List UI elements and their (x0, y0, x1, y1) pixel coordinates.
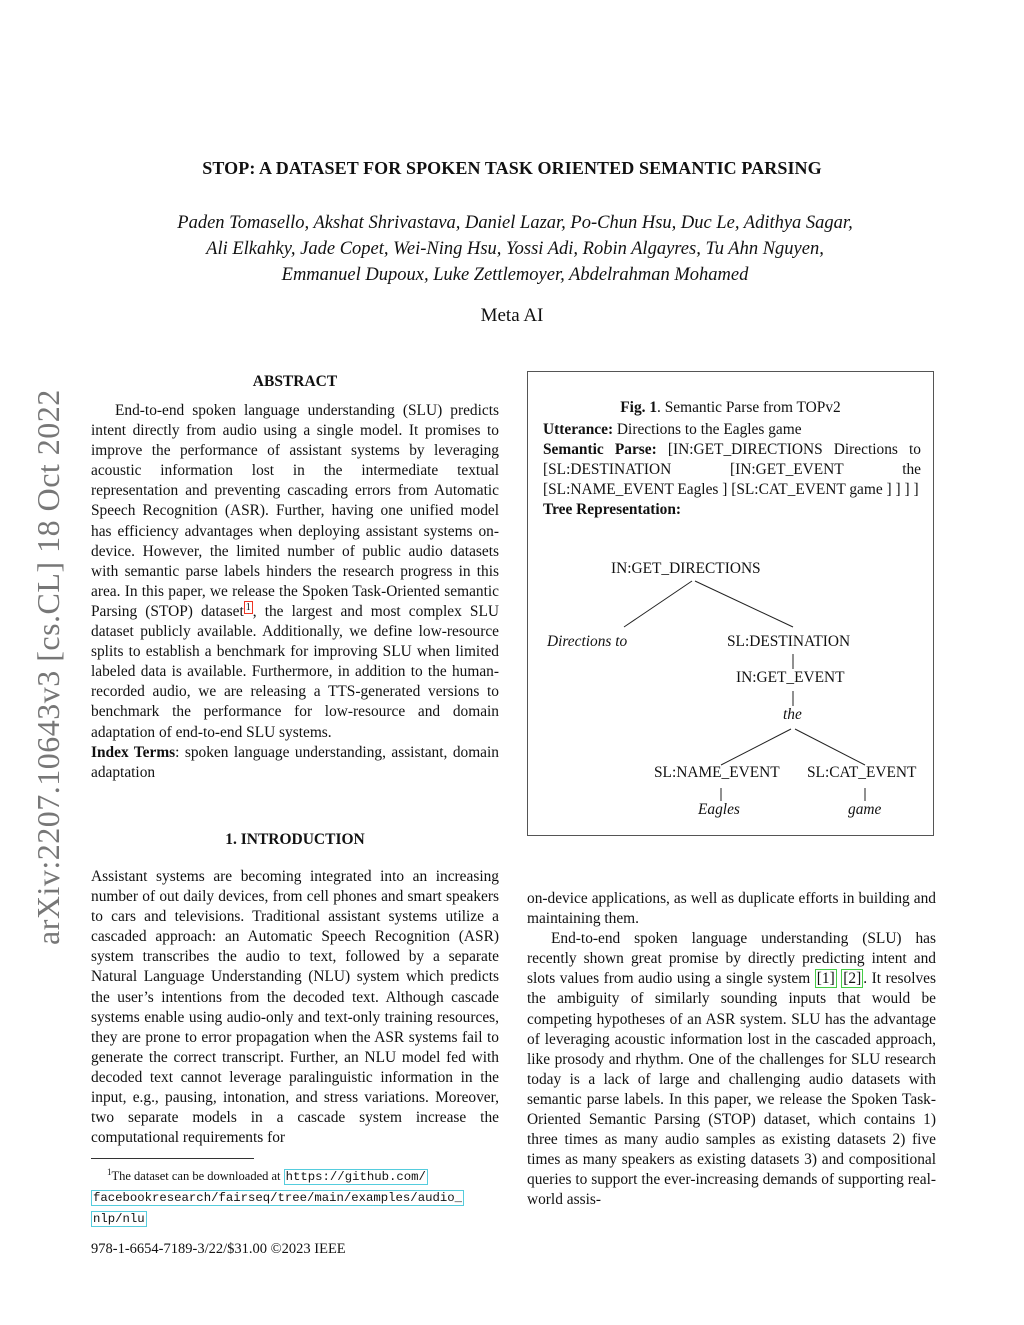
footnote-rule (91, 1158, 254, 1159)
footnote-text: The dataset can be downloaded at (111, 1169, 284, 1184)
abstract-text: End-to-end spoken language understanding (SLU) predicts intent directly from audio using a single model. It promises to improve the performance of assistant systems by leveraging acoustic information lost in the intermediate textual representation and preventing cascading errors from Automatic Speech Recognition (ASR). Further, having one unified model has efficiency advantages when deploying assistant systems on-device. However, the limited number of public audio datasets with semantic parse labels hinders the research progress in this area. In this paper, we release the Spoken Task-Oriented semantic Parsing (STOP) dataset (91, 402, 499, 620)
affiliation: Meta AI (480, 305, 544, 326)
figure-caption-text: . Semantic Parse from TOPv2 (657, 399, 841, 416)
intro-paragraph-2-a: End-to-end spoken language understanding (SLU) has recently shown great promise by directly predicting intent and slots values from audio using a single system (527, 930, 936, 988)
footnote-url-2[interactable]: facebookresearch/fairseq/tree/main/examples/audio_ (93, 1191, 462, 1206)
index-terms: : spoken language understanding, assistant, domain adaptation (91, 743, 499, 781)
footnote-url-3[interactable]: nlp/nlu (93, 1212, 145, 1227)
citation-1[interactable]: [1] (816, 970, 835, 988)
intro-paragraph-1: Assistant systems are becoming integrated into an increasing number of out daily devices, from cell phones and smart speakers to cars and televisions. Traditional assistant systems utilize a cascaded approach: an Automatic Speech Recognition (ASR) system transcribes the audio to text, followed by a separate Natural Language Understanding (NLU) system which predicts the user’s intentions from the decoded text. Although cascade systems enable using audio-only and text-only training resources, they are prone to error propagation when the ASR systems fail to generate the correct transcript. Further, an NLU model fed with decoded text cannot leverage paralinguistic information in the input, e.g., pausing, intonation, and stress variations. Moreover, two separate models in a cascade system increase the computational requirements for (91, 868, 499, 1147)
utterance-text: Directions to the Eagles game (613, 421, 802, 438)
tree-representation-label: Tree Representation: (543, 501, 682, 519)
tree-node-directions: Directions to (547, 633, 628, 650)
intro-paragraph-1-cont: on-device applications, as well as duplicate efforts in building and maintaining them. (527, 890, 936, 928)
author-line-1: Paden Tomasello, Akshat Shrivastava, Daniel Lazar, Po-Chun Hsu, Duc Le, Adithya Sagar, (177, 213, 853, 233)
semantic-parse-text: [IN:GET_DIRECTIONS Directions to [SL:DESTINATION [IN:GET_EVENT the [SL:NAME_EVENT Eagles ] [SL:CAT_EVENT game ] ] ] ] (543, 441, 922, 499)
figure-label: Fig. 1 (620, 399, 658, 416)
author-line-2: Ali Elkahky, Jade Copet, Wei-Ning Hsu, Yossi Adi, Robin Algayres, Tu Ahn Nguyen, (206, 239, 824, 259)
tree-node-game: game (848, 801, 882, 818)
index-terms-label: Index Terms (91, 743, 176, 761)
edge-the-cat (795, 729, 865, 765)
intro-paragraph-2-b: . It resolves the ambiguity of similarly sounding inputs that would be competing hypotheses of an ASR system. SLU has the advantage of leveraging acoustic information lost in the cascaded approach, like prosody and rhythm. One of the challenges for SLU research today is a lack of large and challenging audio datasets with semantic parse labels. In this paper, we release the Spoken Task-Oriented Semantic Parsing (STOP) dataset, which contains 1) three times as many audio samples as existing datasets 2) five times as many speakers as existing datasets 3) and compositional queries to support the ever-increasing demands of supporting real-world assis- (527, 970, 936, 1209)
tree-node-event: IN:GET_EVENT (736, 669, 845, 686)
author-line-3: Emmanuel Dupoux, Luke Zettlemoyer, Abdelrahman Mohamed (281, 265, 749, 285)
tree-node-cat-event: SL:CAT_EVENT (807, 764, 917, 781)
tree-node-eagles: Eagles (698, 801, 740, 818)
footnote-link[interactable]: 1 (245, 601, 251, 613)
intro-body-left (91, 867, 499, 1148)
edge-the-name (721, 729, 791, 765)
abstract-text-cont: , the largest and most complex SLU dataset publicly available. Additionally, we define low-resource splits to establish a benchmark for improving SLU when limited labeled data is available. Furthermore, in addition to the human-recorded audio, we are releasing a TTS-generated versions to benchmark the performance for low-resource and domain adaptation of end-to-end SLU systems. (91, 602, 499, 741)
intro-heading: 1. INTRODUCTION (225, 831, 365, 848)
tree-node-destination: SL:DESTINATION (727, 633, 851, 650)
isbn-line: 978-1-6654-7189-3/22/$31.00 ©2023 IEEE (91, 1241, 346, 1257)
abstract-heading: ABSTRACT (252, 373, 338, 390)
arxiv-stamp: arXiv:2207.10643v3 [cs.CL] 18 Oct 2022 (30, 389, 66, 945)
paper-title: STOP: A DATASET FOR SPOKEN TASK ORIENTED SEMANTIC PARSING (202, 158, 822, 178)
edge-root-left (624, 581, 692, 627)
tree-node-the: the (783, 706, 802, 723)
tree-node-root: IN:GET_DIRECTIONS (611, 560, 761, 577)
utterance-label: Utterance: (543, 421, 614, 438)
semantic-parse-label: Semantic Parse: (543, 441, 657, 459)
footnote-mark: 1 (107, 1167, 112, 1177)
abstract-body (91, 401, 499, 783)
author-list (100, 210, 930, 288)
footnote-url-1[interactable]: https://github.com/ (285, 1170, 426, 1185)
footnote (91, 1162, 501, 1229)
edge-root-destination (695, 581, 793, 627)
citation-2[interactable]: [2] (843, 970, 862, 988)
tree-node-name-event: SL:NAME_EVENT (654, 764, 780, 781)
intro-body-right (527, 889, 936, 1211)
